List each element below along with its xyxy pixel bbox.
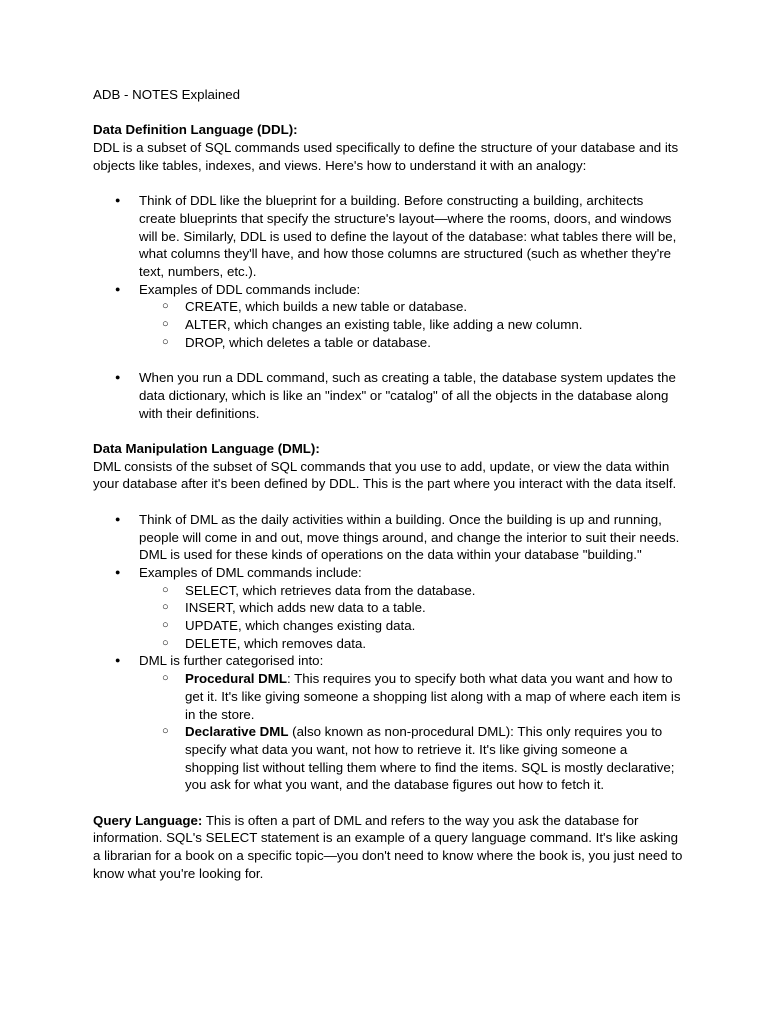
query-language-paragraph bbox=[93, 812, 683, 883]
ddl-example-drop: ○ DROP, which deletes a table or database. bbox=[139, 334, 683, 352]
dml-example-update: ○ UPDATE, which changes existing data. bbox=[139, 617, 683, 635]
dml-category-declarative bbox=[139, 723, 683, 794]
dml-examples-list bbox=[139, 582, 683, 653]
declarative-term: Declarative DML bbox=[185, 724, 289, 740]
ddl-example-alter: ○ ALTER, which changes an existing table, like adding a new column. bbox=[139, 316, 683, 334]
dml-bullet-list bbox=[93, 511, 683, 794]
spacer bbox=[93, 794, 683, 812]
dml-intro: DML consists of the subset of SQL commands that you use to add, update, or view the data within your database after it's been defined by DDL. This is the part where you interact with the data itself. bbox=[93, 458, 677, 492]
dml-bullet-categories bbox=[93, 652, 683, 794]
ddl-example-create: ○ CREATE, which builds a new table or database. bbox=[139, 298, 683, 316]
procedural-text: : This requires you to specify both what data you want and how to get it. It's like giving someone a shopping list along with a map of where each item is in the store. bbox=[185, 671, 681, 722]
dml-categories-list bbox=[139, 670, 683, 794]
procedural-term: Procedural DML bbox=[185, 671, 287, 687]
query-term: Query Language: bbox=[93, 812, 203, 828]
dml-category-procedural bbox=[139, 670, 683, 723]
dml-example-delete: ○ DELETE, which removes data. bbox=[139, 635, 683, 653]
ddl-bullet-dictionary: ● When you run a DDL command, such as creating a table, the database system updates the data dictionary, which is like an "index" or "catalog" of all the objects in the database along with their definitions. bbox=[93, 369, 683, 422]
document-title: ADB - NOTES Explained bbox=[93, 87, 241, 102]
ddl-bullet-examples bbox=[93, 281, 683, 370]
ddl-bullet-list bbox=[93, 192, 683, 422]
declarative-text: (also known as non-procedural DML): This only requires you to specify what data you want, not how to retrieve it. It's like giving someone a shopping list without telling them where to find the items. SQL is mostly declarative; you ask for what you want, and the database figures out how to fetch it. bbox=[185, 724, 675, 793]
dml-example-select: ○ SELECT, which retrieves data from the database. bbox=[139, 582, 683, 600]
dml-example-insert: ○ INSERT, which adds new data to a table. bbox=[139, 599, 683, 617]
dml-categories-label: DML is further categorised into: bbox=[139, 653, 324, 669]
dml-examples-label: Examples of DML commands include: bbox=[139, 564, 362, 580]
query-text: This is often a part of DML and refers to the way you ask the database for information. SQL's SELECT statement is an example of a query language command. It's like asking a librarian for a book on a specific topic—you don't need to know where the book is, you just need to know what you're looking for. bbox=[93, 812, 683, 881]
dml-heading: Data Manipulation Language (DML): bbox=[93, 441, 320, 456]
ddl-bullet-blueprint: ● Think of DDL like the blueprint for a building. Before constructing a building, architects create blueprints that specify the structure's layout—where the rooms, doors, and windows will be. Similarly, DDL is used to define the layout of the database: what tables there will be, what columns they'll have, and how those columns are structured (such as whether they're text, numbers, etc.). bbox=[93, 192, 683, 281]
dml-bullet-examples bbox=[93, 564, 683, 653]
dml-bullet-activities: ● Think of DML as the daily activities within a building. Once the building is up and running, people will come in and out, move things around, and change the interior to suit their needs. DML is used for these kinds of operations on the data within your database "building." bbox=[93, 511, 683, 564]
ddl-heading: Data Definition Language (DDL): bbox=[93, 122, 298, 138]
ddl-examples-label: Examples of DDL commands include: bbox=[139, 281, 361, 297]
spacer bbox=[139, 352, 683, 370]
spacer bbox=[93, 422, 683, 440]
ddl-examples-list bbox=[139, 298, 683, 351]
ddl-intro: DDL is a subset of SQL commands used specifically to define the structure of your database and its objects like tables, indexes, and views. Here's how to understand it with an analogy: bbox=[93, 140, 679, 173]
document-body bbox=[93, 86, 683, 883]
